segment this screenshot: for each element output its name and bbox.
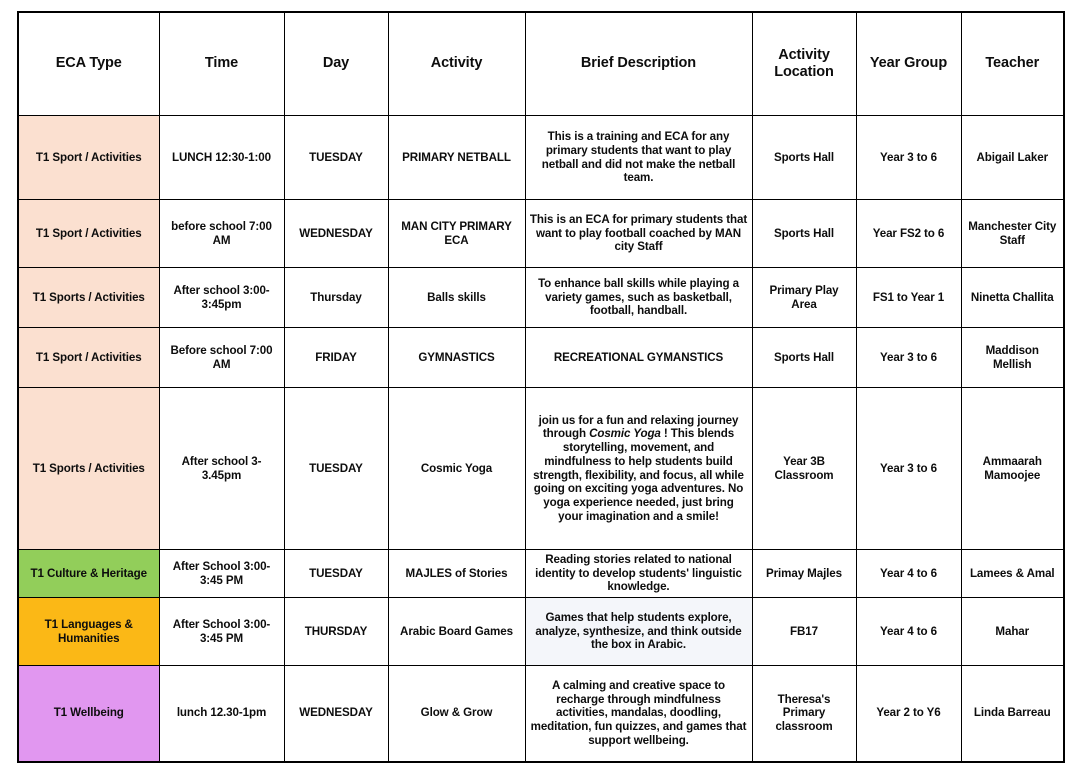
cell-time[interactable]: lunch 12.30-1pm	[159, 666, 284, 762]
cell-eca-type[interactable]: T1 Sports / Activities	[18, 268, 159, 328]
cell-teacher[interactable]: Mahar	[961, 598, 1064, 666]
cell-day[interactable]: FRIDAY	[284, 328, 388, 388]
cell-activity[interactable]: Balls skills	[388, 268, 525, 328]
column-header-teacher[interactable]: Teacher	[961, 12, 1064, 116]
cell-activity-location[interactable]: Primay Majles	[752, 550, 856, 598]
cell-activity[interactable]: Cosmic Yoga	[388, 388, 525, 550]
table-row	[18, 116, 1064, 200]
cell-day[interactable]: WEDNESDAY	[284, 200, 388, 268]
cell-eca-type[interactable]: T1 Languages & Humanities	[18, 598, 159, 666]
cell-year-group[interactable]: Year 3 to 6	[856, 116, 961, 200]
table-row	[18, 550, 1064, 598]
cell-activity[interactable]: GYMNASTICS	[388, 328, 525, 388]
cell-brief-description[interactable]: This is a training and ECA for any primary students that want to play netball and did not make the netball team.	[525, 116, 752, 200]
cell-day[interactable]: WEDNESDAY	[284, 666, 388, 762]
cell-activity-location[interactable]: Sports Hall	[752, 116, 856, 200]
cell-activity[interactable]: Glow & Grow	[388, 666, 525, 762]
cell-teacher[interactable]: Linda Barreau	[961, 666, 1064, 762]
cell-eca-type[interactable]: T1 Wellbeing	[18, 666, 159, 762]
cell-activity-location[interactable]: Primary Play Area	[752, 268, 856, 328]
cell-teacher[interactable]: Maddison Mellish	[961, 328, 1064, 388]
cell-eca-type[interactable]: T1 Sport / Activities	[18, 200, 159, 268]
cell-eca-type[interactable]: T1 Sport / Activities	[18, 328, 159, 388]
cell-brief-description[interactable]: Games that help students explore, analyze, synthesize, and think outside the box in Arabic.	[525, 598, 752, 666]
column-header-time[interactable]: Time	[159, 12, 284, 116]
cell-activity[interactable]: MAN CITY PRIMARY ECA	[388, 200, 525, 268]
table-body	[18, 116, 1064, 762]
cell-teacher[interactable]: Lamees & Amal	[961, 550, 1064, 598]
eca-schedule-table	[17, 11, 1065, 763]
cell-time[interactable]: Before school 7:00 AM	[159, 328, 284, 388]
cell-eca-type[interactable]: T1 Sport / Activities	[18, 116, 159, 200]
cell-brief-description[interactable]: RECREATIONAL GYMANSTICS	[525, 328, 752, 388]
cell-activity-location[interactable]: Theresa's Primary classroom	[752, 666, 856, 762]
table-row	[18, 598, 1064, 666]
cell-day[interactable]: TUESDAY	[284, 388, 388, 550]
column-header-brief-description[interactable]: Brief Description	[525, 12, 752, 116]
cell-time[interactable]: After School 3:00-3:45 PM	[159, 550, 284, 598]
cell-day[interactable]: THURSDAY	[284, 598, 388, 666]
cell-teacher[interactable]: Ninetta Challita	[961, 268, 1064, 328]
cell-activity-location[interactable]: Sports Hall	[752, 328, 856, 388]
cell-year-group[interactable]: Year 3 to 6	[856, 328, 961, 388]
cell-eca-type[interactable]: T1 Culture & Heritage	[18, 550, 159, 598]
cell-year-group[interactable]: Year 2 to Y6	[856, 666, 961, 762]
cell-brief-description[interactable]: To enhance ball skills while playing a variety games, such as basketball, football, handball.	[525, 268, 752, 328]
cell-brief-description[interactable]: A calming and creative space to recharge through mindfulness activities, mandalas, doodling, meditation, fun quizzes, and games that support wellbeing.	[525, 666, 752, 762]
table-row	[18, 328, 1064, 388]
cell-time[interactable]: before school 7:00 AM	[159, 200, 284, 268]
cell-year-group[interactable]: FS1 to Year 1	[856, 268, 961, 328]
cell-year-group[interactable]: Year FS2 to 6	[856, 200, 961, 268]
column-header-day[interactable]: Day	[284, 12, 388, 116]
table-row	[18, 388, 1064, 550]
table-header-row	[18, 12, 1064, 116]
cell-activity[interactable]: MAJLES of Stories	[388, 550, 525, 598]
column-header-activity[interactable]: Activity	[388, 12, 525, 116]
cell-teacher[interactable]: Manchester City Staff	[961, 200, 1064, 268]
cell-eca-type[interactable]: T1 Sports / Activities	[18, 388, 159, 550]
cell-year-group[interactable]: Year 3 to 6	[856, 388, 961, 550]
cell-activity-location[interactable]: Year 3B Classroom	[752, 388, 856, 550]
column-header-activity-location[interactable]: Activity Location	[752, 12, 856, 116]
table-row	[18, 268, 1064, 328]
cell-teacher[interactable]: Ammaarah Mamoojee	[961, 388, 1064, 550]
cell-activity[interactable]: PRIMARY NETBALL	[388, 116, 525, 200]
cell-activity-location[interactable]: FB17	[752, 598, 856, 666]
cell-time[interactable]: LUNCH 12:30-1:00	[159, 116, 284, 200]
cell-day[interactable]: TUESDAY	[284, 550, 388, 598]
cell-time[interactable]: After School 3:00-3:45 PM	[159, 598, 284, 666]
cell-brief-description[interactable]: This is an ECA for primary students that want to play football coached by MAN city Staff	[525, 200, 752, 268]
cell-time[interactable]: After school 3:00-3:45pm	[159, 268, 284, 328]
column-header-year-group[interactable]: Year Group	[856, 12, 961, 116]
cell-time[interactable]: After school 3-3.45pm	[159, 388, 284, 550]
cell-day[interactable]: Thursday	[284, 268, 388, 328]
cell-activity[interactable]: Arabic Board Games	[388, 598, 525, 666]
table-row	[18, 666, 1064, 762]
cell-brief-description[interactable]: join us for a fun and relaxing journey through Cosmic Yoga ! This blends storytelling, movement, and mindfulness to help students build strength, flexibility, and focus, all while going on exciting yoga adventures. No yoga experience needed, just bring your imagination and a smile!	[525, 388, 752, 550]
cell-year-group[interactable]: Year 4 to 6	[856, 550, 961, 598]
cell-day[interactable]: TUESDAY	[284, 116, 388, 200]
emphasis-text: Cosmic Yoga	[589, 427, 661, 441]
cell-brief-description[interactable]: Reading stories related to national identity to develop students' linguistic knowledge.	[525, 550, 752, 598]
table-row	[18, 200, 1064, 268]
cell-activity-location[interactable]: Sports Hall	[752, 200, 856, 268]
cell-teacher[interactable]: Abigail Laker	[961, 116, 1064, 200]
cell-year-group[interactable]: Year 4 to 6	[856, 598, 961, 666]
column-header-eca-type[interactable]: ECA Type	[18, 12, 159, 116]
